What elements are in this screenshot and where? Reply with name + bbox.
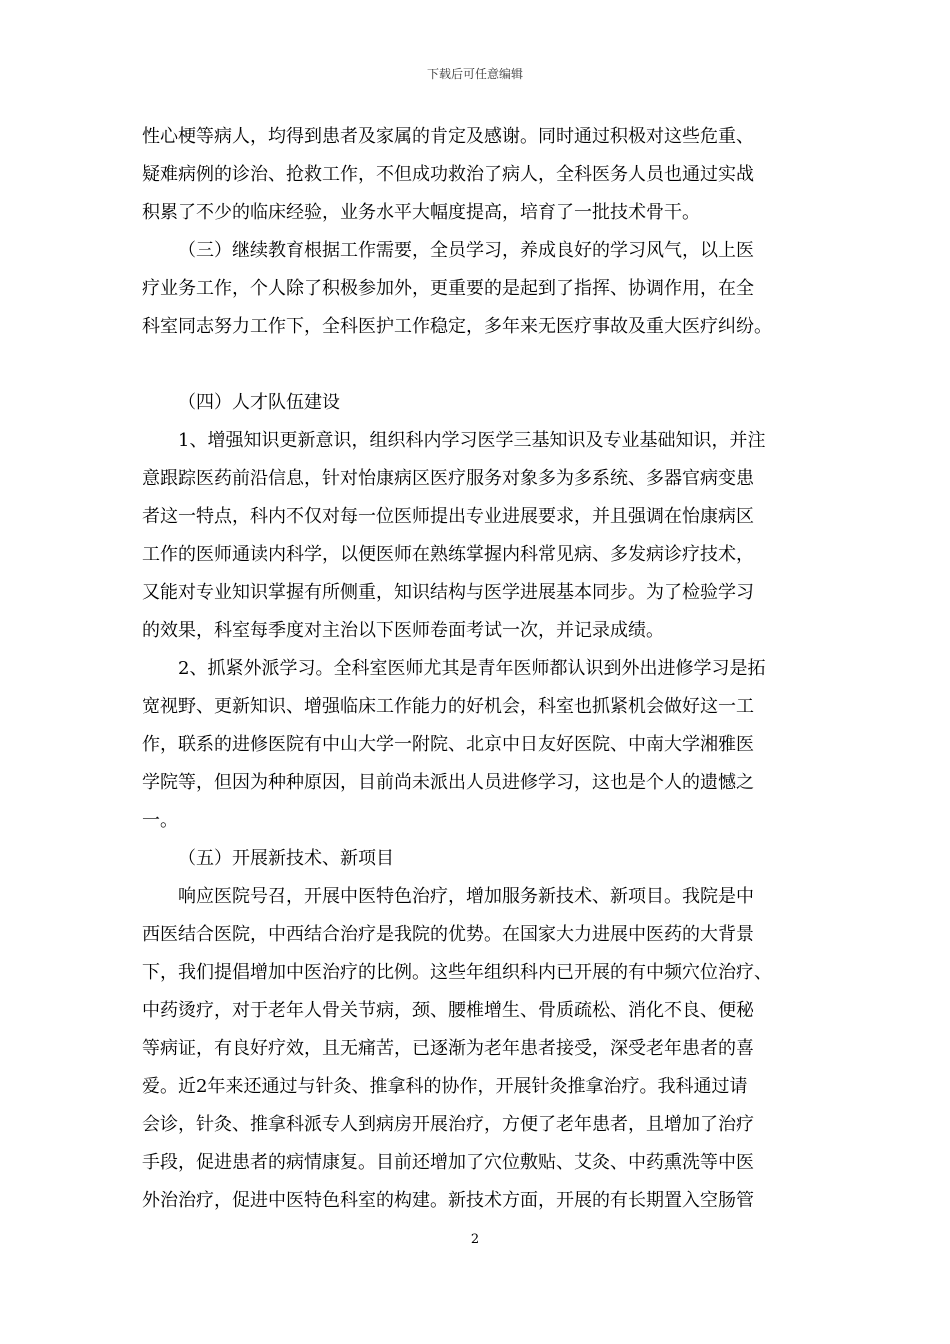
text-line: 西医结合医院，中西结合治疗是我院的优势。在国家大力进展中医药的大背景 <box>142 924 754 945</box>
text-line: 科室同志努力工作下，全科医护工作稳定，多年来无医疗事故及重大医疗纠纷。 <box>142 316 772 337</box>
text-line: （四）人才队伍建设 <box>178 392 340 413</box>
text-line: 响应医院号召，开展中医特色治疗，增加服务新技术、新项目。我院是中 <box>178 886 754 907</box>
text-line: 工作的医师通读内科学，以便医师在熟练掌握内科常见病、多发病诊疗技术， <box>142 544 754 565</box>
text-line: 手段，促进患者的病情康复。目前还增加了穴位敷贴、艾灸、中药熏洗等中医 <box>142 1152 754 1173</box>
section-heading <box>142 840 814 878</box>
text-line: 会诊，针灸、推拿科派专人到病房开展治疗，方便了老年患者，且增加了治疗 <box>142 1114 754 1135</box>
text-line: 中药烫疗，对于老年人骨关节病，颈、腰椎增生、骨质疏松、消化不良、便秘 <box>142 1000 754 1021</box>
text-line: 学院等，但因为种种原因，目前尚未派出人员进修学习，这也是个人的遗憾之 <box>142 772 754 793</box>
text-line: 宽视野、更新知识、增强临床工作能力的好机会，科室也抓紧机会做好这一工 <box>142 696 754 717</box>
text-line: 又能对专业知识掌握有所侧重，知识结构与医学进展基本同步。为了检验学习 <box>142 582 754 603</box>
page-header: 下载后可任意编辑 <box>426 67 523 81</box>
text-line: 疑难病例的诊治、抢救工作，不但成功救治了病人，全科医务人员也通过实战 <box>142 164 754 185</box>
paragraph <box>142 422 814 650</box>
blank-line <box>142 346 814 384</box>
section-heading <box>142 384 814 422</box>
text-line: 积累了不少的临床经验，业务水平大幅度提高，培育了一批技术骨干。 <box>142 202 700 223</box>
text-line: （三）继续教育根据工作需要，全员学习，养成良好的学习风气，以上医 <box>178 240 754 261</box>
text-line: 作，联系的进修医院有中山大学一附院、北京中日友好医院、中南大学湘雅医 <box>142 734 754 755</box>
text-line: 2、抓紧外派学习。全科室医师尤其是青年医师都认识到外出进修学习是拓 <box>178 658 766 679</box>
text-line: 等病证，有良好疗效，且无痛苦，已逐渐为老年患者接受，深受老年患者的喜 <box>142 1038 754 1059</box>
paragraph <box>142 650 814 840</box>
text-line: 意跟踪医药前沿信息，针对怡康病区医疗服务对象多为多系统、多器官病变患 <box>142 468 754 489</box>
text-line: 者这一特点，科内不仅对每一位医师提出专业进展要求，并且强调在怡康病区 <box>142 506 754 527</box>
text-line: 性心梗等病人，均得到患者及家属的肯定及感谢。同时通过积极对这些危重、 <box>142 126 754 147</box>
text-line: 下，我们提倡增加中医治疗的比例。这些年组织科内已开展的有中频穴位治疗、 <box>142 962 772 983</box>
text-line: 爱。近2年来还通过与针灸、推拿科的协作，开展针灸推拿治疗。我科通过请 <box>142 1076 748 1097</box>
paragraph <box>142 878 814 1220</box>
text-line: 1、增强知识更新意识，组织科内学习医学三基知识及专业基础知识，并注 <box>178 430 766 451</box>
paragraph <box>142 118 814 232</box>
text-line: 外治治疗，促进中医特色科室的构建。新技术方面，开展的有长期置入空肠管 <box>142 1190 754 1211</box>
text-line: 疗业务工作，个人除了积极参加外，更重要的是起到了指挥、协调作用，在全 <box>142 278 754 299</box>
text-line: 的效果，科室每季度对主治以下医师卷面考试一次，并记录成绩。 <box>142 620 664 641</box>
document-body <box>142 118 814 1220</box>
page-number: 2 <box>470 1232 480 1247</box>
text-line: 一。 <box>142 810 178 831</box>
text-line: （五）开展新技术、新项目 <box>178 848 394 869</box>
paragraph <box>142 232 814 346</box>
